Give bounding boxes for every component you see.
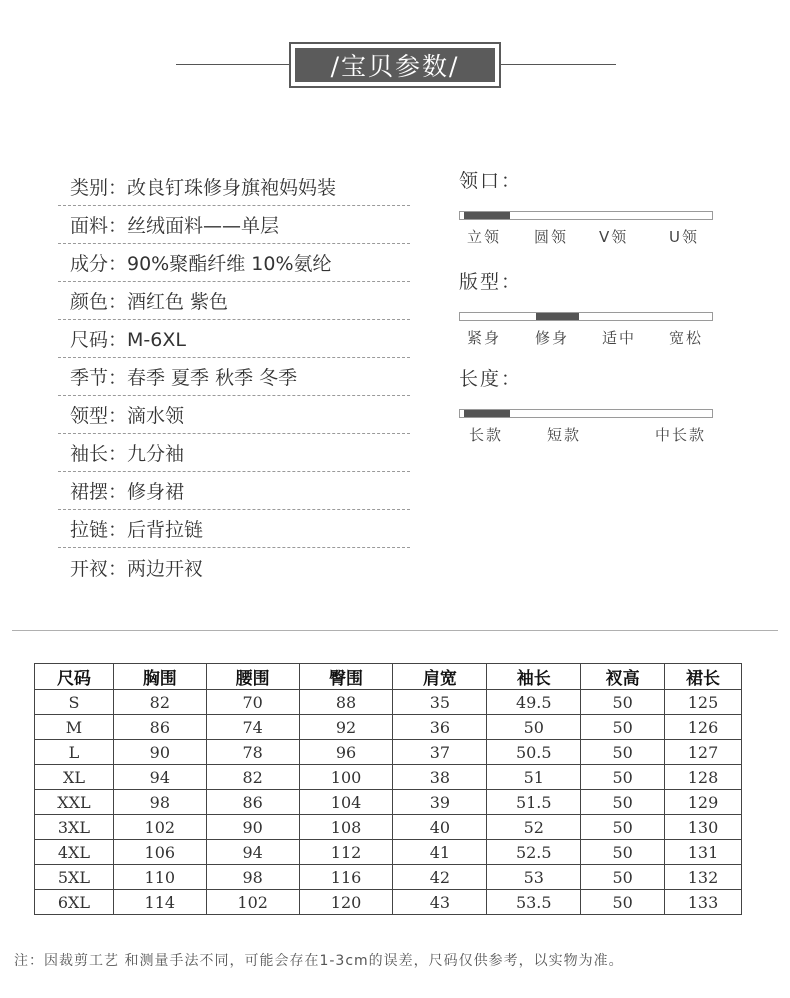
- cell: 96: [299, 740, 393, 765]
- fit-option-3: 适中: [602, 329, 637, 347]
- cell: 51.5: [487, 790, 581, 815]
- cell: 127: [665, 740, 742, 765]
- fit-option-4: 宽松: [669, 329, 704, 347]
- cell: 120: [299, 890, 393, 915]
- collar-scale-labels: [459, 226, 713, 246]
- spec-row-fabric: 面料：丝绒面料——单层: [58, 206, 410, 244]
- table-row: [35, 840, 742, 865]
- cell: 53: [487, 865, 581, 890]
- length-option-2: 短款: [547, 426, 582, 444]
- length-option-1: 长款: [469, 426, 504, 444]
- header-sleeve: 袖长: [487, 664, 581, 690]
- header-shoulder: 肩宽: [393, 664, 487, 690]
- table-row: [35, 690, 742, 715]
- collar-scale: [459, 166, 713, 246]
- cell: 114: [113, 890, 206, 915]
- cell: 70: [206, 690, 299, 715]
- section-title-box: [289, 42, 501, 88]
- cell: M: [35, 715, 114, 740]
- section-title: /宝贝参数/: [295, 48, 495, 82]
- cell: 50: [581, 865, 665, 890]
- fit-scale-indicator: [536, 313, 579, 320]
- spec-row-composition: 成分：90%聚酯纤维 10%氨纶: [58, 244, 410, 282]
- length-scale: [459, 364, 713, 444]
- cell: 36: [393, 715, 487, 740]
- cell: 6XL: [35, 890, 114, 915]
- cell: 53.5: [487, 890, 581, 915]
- spec-row-color: 颜色：酒红色 紫色: [58, 282, 410, 320]
- collar-scale-title: 领口：: [459, 170, 523, 192]
- spec-row-category: 类别：改良钉珠修身旗袍妈妈装: [58, 168, 410, 206]
- cell: 86: [206, 790, 299, 815]
- cell: 98: [113, 790, 206, 815]
- length-scale-labels: [459, 424, 713, 444]
- cell: 78: [206, 740, 299, 765]
- cell: 100: [299, 765, 393, 790]
- cell: 108: [299, 815, 393, 840]
- length-scale-indicator: [464, 410, 510, 417]
- fit-scale-title: 版型：: [459, 271, 523, 293]
- table-row: [35, 865, 742, 890]
- spec-row-hem: 裙摆：修身裙: [58, 472, 410, 510]
- cell: 39: [393, 790, 487, 815]
- table-row: [35, 815, 742, 840]
- spec-row-slit: 开衩：两边开衩: [70, 557, 204, 580]
- cell: 52.5: [487, 840, 581, 865]
- cell: 106: [113, 840, 206, 865]
- cell: L: [35, 740, 114, 765]
- cell: 50: [581, 815, 665, 840]
- header-slit: 衩高: [581, 664, 665, 690]
- size-table: [34, 663, 742, 915]
- cell: 50: [581, 690, 665, 715]
- spec-list: [58, 168, 410, 586]
- cell: 102: [113, 815, 206, 840]
- cell: 50: [487, 715, 581, 740]
- table-row: [35, 790, 742, 815]
- length-scale-title: 长度：: [459, 368, 523, 390]
- header-size: 尺码: [35, 664, 114, 690]
- cell: 94: [113, 765, 206, 790]
- cell: XXL: [35, 790, 114, 815]
- spec-row-sleeve: 袖长：九分袖: [58, 434, 410, 472]
- cell: 50: [581, 740, 665, 765]
- length-scale-bar: [459, 409, 713, 418]
- header-length: 裙长: [665, 664, 742, 690]
- cell: 74: [206, 715, 299, 740]
- cell: 130: [665, 815, 742, 840]
- header-hip: 臀围: [299, 664, 393, 690]
- cell: 42: [393, 865, 487, 890]
- cell: 131: [665, 840, 742, 865]
- collar-option-3: V领: [599, 228, 629, 246]
- cell: 112: [299, 840, 393, 865]
- header-bust: 胸围: [113, 664, 206, 690]
- length-option-3: 中长款: [655, 426, 707, 444]
- fit-option-2: 修身: [535, 329, 570, 347]
- cell: 88: [299, 690, 393, 715]
- fit-scale: [459, 267, 713, 347]
- cell: 94: [206, 840, 299, 865]
- cell: 50: [581, 840, 665, 865]
- cell: 50: [581, 890, 665, 915]
- cell: 92: [299, 715, 393, 740]
- cell: 128: [665, 765, 742, 790]
- fit-scale-labels: [459, 327, 713, 347]
- cell: 82: [206, 765, 299, 790]
- cell: 37: [393, 740, 487, 765]
- spec-row-collar: 领型：滴水领: [58, 396, 410, 434]
- table-row: [35, 715, 742, 740]
- cell: 90: [206, 815, 299, 840]
- header-waist: 腰围: [206, 664, 299, 690]
- cell: 129: [665, 790, 742, 815]
- cell: 40: [393, 815, 487, 840]
- cell: 90: [113, 740, 206, 765]
- cell: 86: [113, 715, 206, 740]
- collar-option-1: 立领: [467, 228, 502, 246]
- collar-scale-indicator: [464, 212, 510, 219]
- header-line-left: [176, 64, 291, 65]
- cell: 50.5: [487, 740, 581, 765]
- spec-row-size: 尺码：M-6XL: [58, 320, 410, 358]
- cell: 125: [665, 690, 742, 715]
- table-row: [35, 740, 742, 765]
- cell: 132: [665, 865, 742, 890]
- cell: 43: [393, 890, 487, 915]
- cell: 116: [299, 865, 393, 890]
- size-table-header: [35, 664, 742, 690]
- spec-row-zipper: 拉链：后背拉链: [58, 510, 410, 548]
- cell: 52: [487, 815, 581, 840]
- fit-scale-bar: [459, 312, 713, 321]
- cell: 38: [393, 765, 487, 790]
- cell: S: [35, 690, 114, 715]
- table-row: [35, 765, 742, 790]
- cell: 3XL: [35, 815, 114, 840]
- cell: 50: [581, 765, 665, 790]
- fit-option-1: 紧身: [467, 329, 502, 347]
- cell: 104: [299, 790, 393, 815]
- spec-row-season: 季节：春季 夏季 秋季 冬季: [58, 358, 410, 396]
- collar-option-2: 圆领: [534, 228, 569, 246]
- cell: 35: [393, 690, 487, 715]
- cell: 50: [581, 715, 665, 740]
- cell: 51: [487, 765, 581, 790]
- table-row: [35, 890, 742, 915]
- cell: 4XL: [35, 840, 114, 865]
- collar-scale-bar: [459, 211, 713, 220]
- cell: 102: [206, 890, 299, 915]
- cell: 133: [665, 890, 742, 915]
- cell: 110: [113, 865, 206, 890]
- cell: 41: [393, 840, 487, 865]
- section-divider: [12, 630, 778, 631]
- cell: XL: [35, 765, 114, 790]
- header-line-right: [500, 64, 616, 65]
- cell: 126: [665, 715, 742, 740]
- collar-option-4: U领: [669, 228, 699, 246]
- cell: 5XL: [35, 865, 114, 890]
- cell: 49.5: [487, 690, 581, 715]
- cell: 50: [581, 790, 665, 815]
- disclaimer-note: 注：因裁剪工艺 和测量手法不同，可能会存在1-3cm的误差，尺码仅供参考，以实物为准。: [14, 953, 624, 969]
- cell: 98: [206, 865, 299, 890]
- cell: 82: [113, 690, 206, 715]
